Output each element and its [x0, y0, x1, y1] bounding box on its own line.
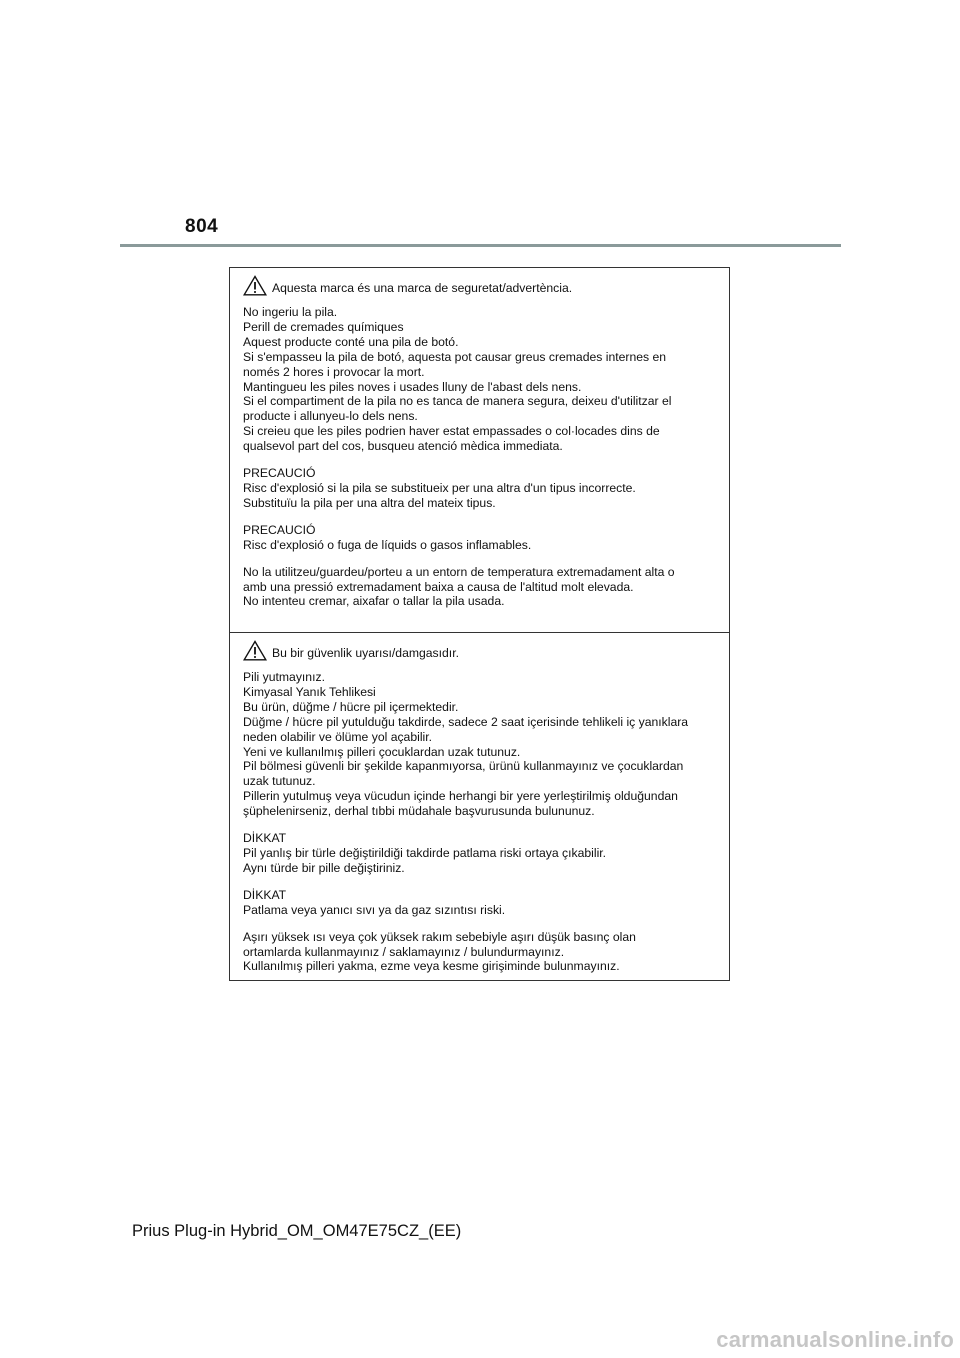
warning-text-line: No intenteu cremar, aixafar o tallar la pila usada.	[243, 594, 505, 609]
warning-text-line: Aynı türde bir pille değiştiriniz.	[243, 860, 405, 875]
warning-text-line: Kimyasal Yanık Tehlikesi	[243, 684, 376, 699]
warning-box-turkish	[229, 633, 730, 981]
warning-text-line: Yeni ve kullanılmış pilleri çocuklardan uzak tutunuz.	[243, 744, 521, 759]
paragraph-gap	[243, 819, 721, 831]
warning-text-line: Pil bölmesi güvenli bir şekilde kapanmıyorsa, ürünü kullanmayınız ve çocuklardan	[243, 759, 684, 774]
warning-body	[243, 305, 721, 609]
warning-triangle-icon	[243, 640, 267, 661]
warning-heading-row	[243, 275, 721, 296]
warning-paragraph	[243, 523, 721, 553]
footer-manual-code: Prius Plug-in Hybrid_OM_OM47E75CZ_(EE)	[132, 1222, 462, 1240]
paragraph-gap	[243, 553, 721, 565]
warning-text-line: PRECAUCIÓ	[243, 466, 316, 481]
warning-paragraph	[243, 466, 721, 511]
warning-paragraph	[243, 670, 721, 819]
watermark: carmanualsonline.info	[716, 1327, 954, 1352]
warning-text-line: Pil yanlış bir türle değiştirildiği takdirde patlama riski ortaya çıkabilir.	[243, 845, 607, 860]
warning-paragraph	[243, 888, 721, 918]
warning-text-line: neden olabilir ve ölüme yol açabilir.	[243, 729, 433, 744]
warning-text-line: Risc d'explosió si la pila se substitueix per una altra d'un tipus incorrecte.	[243, 480, 636, 495]
paragraph-gap	[243, 918, 721, 930]
page-number: 804	[185, 216, 219, 237]
warning-paragraph	[243, 565, 721, 610]
paragraph-gap	[243, 876, 721, 888]
warning-text-line: Aquest producte conté una pila de botó.	[243, 334, 459, 349]
warning-paragraph	[243, 831, 721, 876]
warning-text-line: Risc d'explosió o fuga de líquids o gasos inflamables.	[243, 537, 532, 552]
warning-text-line: Si s'empasseu la pila de botó, aquesta pot causar greus cremades internes en	[243, 349, 667, 364]
warning-content	[243, 640, 721, 974]
warning-paragraph	[243, 305, 721, 454]
warning-box-catalan	[229, 267, 730, 633]
warning-text-line: Si el compartiment de la pila no es tanca de manera segura, deixeu d'utilitzar el	[243, 394, 672, 409]
paragraph-gap	[243, 511, 721, 523]
warning-text-line: ortamlarda kullanmayınız / saklamayınız / bulundurmayınız.	[243, 944, 565, 959]
warning-text-line: Patlama veya yanıcı sıvı ya da gaz sızıntısı riski.	[243, 902, 506, 917]
warning-heading: Bu bir güvenlik uyarısı/damgasıdır.	[272, 646, 459, 661]
warning-text-line: şüphelenirseniz, derhal tıbbi müdahale başvurusunda bulununuz.	[243, 804, 595, 819]
warning-text-line: Kullanılmış pilleri yakma, ezme veya kesme girişiminde bulunmayınız.	[243, 959, 620, 974]
warning-text-line: Substituïu la pila per una altra del mateix tipus.	[243, 495, 496, 510]
warning-text-line: No ingeriu la pila.	[243, 305, 338, 319]
warning-triangle-icon	[243, 275, 267, 296]
header-rule	[120, 244, 841, 247]
warning-text-line: No la utilitzeu/guardeu/porteu a un entorn de temperatura extremadament alta o	[243, 564, 675, 579]
warning-text-line: Bu ürün, düğme / hücre pil içermektedir.	[243, 699, 459, 714]
warning-text-line: Pillerin yutulmuş veya vücudun içinde herhangi bir yere yerleştirilmiş olduğundan	[243, 789, 678, 804]
warning-heading: Aquesta marca és una marca de seguretat/advertència.	[272, 281, 573, 296]
warning-text-line: Mantingueu les piles noves i usades lluny de l'abast dels nens.	[243, 379, 582, 394]
warning-text-line: Aşırı yüksek ısı veya çok yüksek rakım sebebiyle aşırı düşük basınç olan	[243, 929, 636, 944]
warning-text-line: Si creieu que les piles podrien haver estat empassades o col·locades dins de	[243, 424, 660, 439]
warning-content	[243, 275, 721, 609]
warning-text-line: uzak tutunuz.	[243, 774, 316, 789]
warning-text-line: Düğme / hücre pil yutulduğu takdirde, sadece 2 saat içerisinde tehlikeli iç yanıklara	[243, 714, 689, 729]
warning-text-line: Perill de cremades químiques	[243, 319, 404, 334]
warning-text-line: DİKKAT	[243, 887, 287, 902]
warning-text-line: PRECAUCIÓ	[243, 522, 316, 537]
paragraph-gap	[243, 454, 721, 466]
warning-paragraph	[243, 930, 721, 975]
warning-text-line: només 2 hores i provocar la mort.	[243, 364, 425, 379]
warning-text-line: amb una pressió extremadament baixa a causa de l'altitud molt elevada.	[243, 579, 634, 594]
warning-text-line: qualsevol part del cos, busqueu atenció mèdica immediata.	[243, 439, 563, 454]
warning-text-line: Pili yutmayınız.	[243, 670, 325, 684]
warning-text-line: DİKKAT	[243, 831, 287, 846]
warning-text-line: producte i allunyeu-lo dels nens.	[243, 409, 418, 424]
warning-heading-row	[243, 640, 721, 661]
warning-body	[243, 670, 721, 974]
